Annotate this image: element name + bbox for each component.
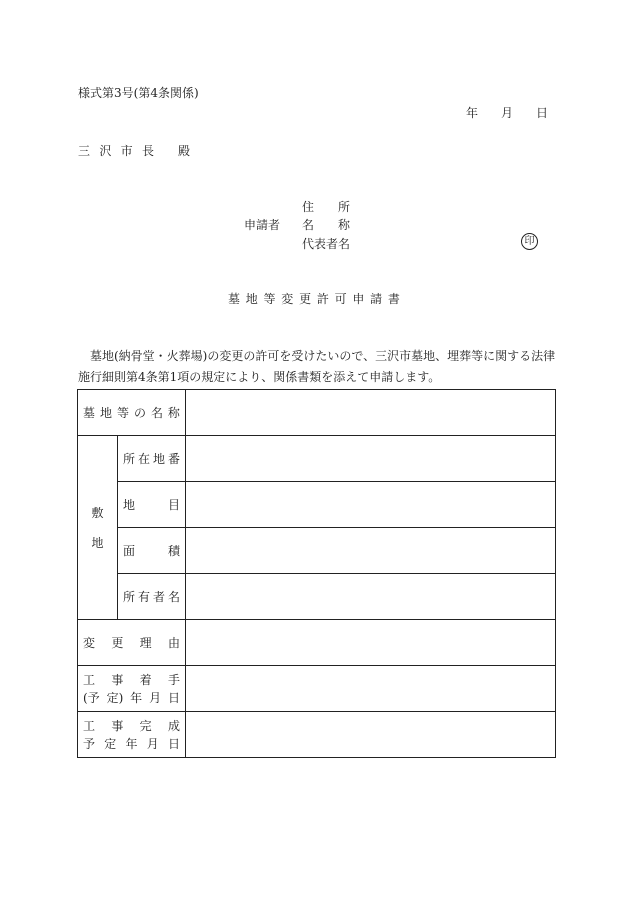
applicant-role-label: 申請者: [244, 218, 281, 232]
land-group-label: 敷 地: [78, 436, 118, 620]
reason-field[interactable]: [186, 620, 556, 666]
application-table: [77, 389, 556, 758]
work-complete-label: 工 事 完 成 予 定 年 月 日: [78, 712, 186, 758]
table-row: [78, 712, 556, 758]
location-field[interactable]: [186, 436, 556, 482]
seal-mark: 印: [521, 233, 538, 250]
land-category-label: 地 目: [118, 482, 186, 528]
location-label: 所 在 地 番: [118, 436, 186, 482]
day-label: 日: [535, 106, 548, 120]
table-row: [78, 666, 556, 712]
form-number: 様式第3号(第4条関係): [78, 86, 199, 100]
work-start-field[interactable]: [186, 666, 556, 712]
work-complete-field[interactable]: [186, 712, 556, 758]
site-name-label: 墓 地 等 の 名 称: [78, 390, 186, 436]
addressee-title: 三 沢 市 長: [78, 144, 154, 158]
year-label: 年: [466, 106, 479, 120]
table-row: [78, 574, 556, 620]
work-start-label: 工 事 着 手 (予 定) 年 月 日: [78, 666, 186, 712]
table-row: [78, 528, 556, 574]
addressee: [78, 142, 190, 159]
request-statement: 墓地(納骨堂・火葬場)の変更の許可を受けたいので、三沢市墓地、埋葬等に関する法律施行細則第4条第1項の規定により、関係書類を添えて申請します。: [78, 349, 556, 384]
owner-field[interactable]: [186, 574, 556, 620]
site-name-field[interactable]: [186, 390, 556, 436]
date-line: [466, 104, 548, 121]
owner-label: 所 有 者 名: [118, 574, 186, 620]
table-row: [78, 620, 556, 666]
area-label: 面 積: [118, 528, 186, 574]
document-title: 墓 地 等 変 更 許 可 申 請 書: [228, 292, 400, 306]
month-label: 月: [500, 106, 513, 120]
table-row: [78, 436, 556, 482]
name-label: 名 称: [302, 218, 350, 232]
land-category-field[interactable]: [186, 482, 556, 528]
area-field[interactable]: [186, 528, 556, 574]
table-row: [78, 482, 556, 528]
reason-label: 変 更 理 由: [78, 620, 186, 666]
address-label: 住 所: [302, 200, 350, 214]
addressee-honorific: 殿: [178, 144, 191, 158]
table-row: [78, 390, 556, 436]
representative-label: 代表者名: [302, 237, 351, 251]
